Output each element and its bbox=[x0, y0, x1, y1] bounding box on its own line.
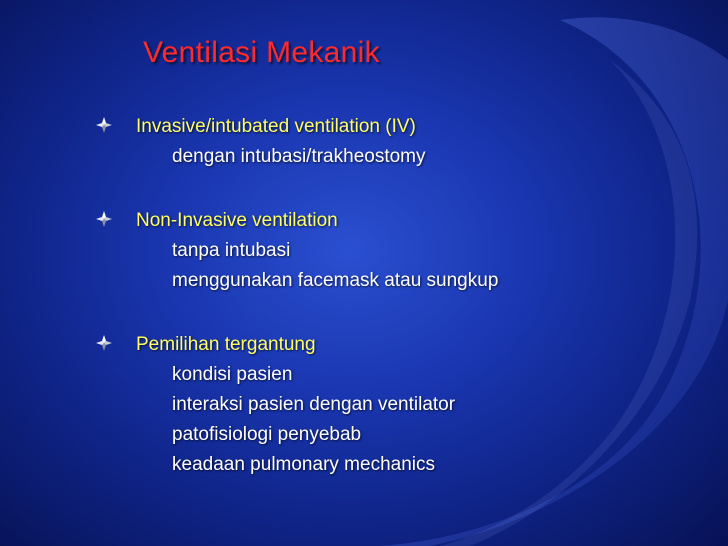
bullet-heading: Invasive/intubated ventilation (IV) bbox=[136, 116, 416, 137]
bullet-list bbox=[96, 112, 716, 480]
bullet-subitem: dengan intubasi/trakheostomy bbox=[172, 146, 426, 167]
bullet-group-invasive bbox=[96, 112, 716, 172]
diamond-bullet-icon bbox=[96, 117, 112, 133]
bullet-subitem: patofisiologi penyebab bbox=[172, 424, 362, 445]
bullet-subitem: keadaan pulmonary mechanics bbox=[172, 454, 435, 475]
slide-title: Ventilasi Mekanik bbox=[143, 36, 380, 69]
diamond-bullet-icon bbox=[96, 211, 112, 227]
bullet-group-selection bbox=[96, 330, 716, 480]
bullet-heading: Non-Invasive ventilation bbox=[136, 210, 338, 231]
diamond-bullet-icon bbox=[96, 335, 112, 351]
bullet-subitem: tanpa intubasi bbox=[172, 240, 291, 261]
bullet-subitem: interaksi pasien dengan ventilator bbox=[172, 394, 456, 415]
bullet-subitem: kondisi pasien bbox=[172, 364, 293, 385]
bullet-subitem: menggunakan facemask atau sungkup bbox=[172, 270, 499, 291]
bullet-heading: Pemilihan tergantung bbox=[136, 334, 316, 355]
bullet-group-non-invasive bbox=[96, 206, 716, 296]
